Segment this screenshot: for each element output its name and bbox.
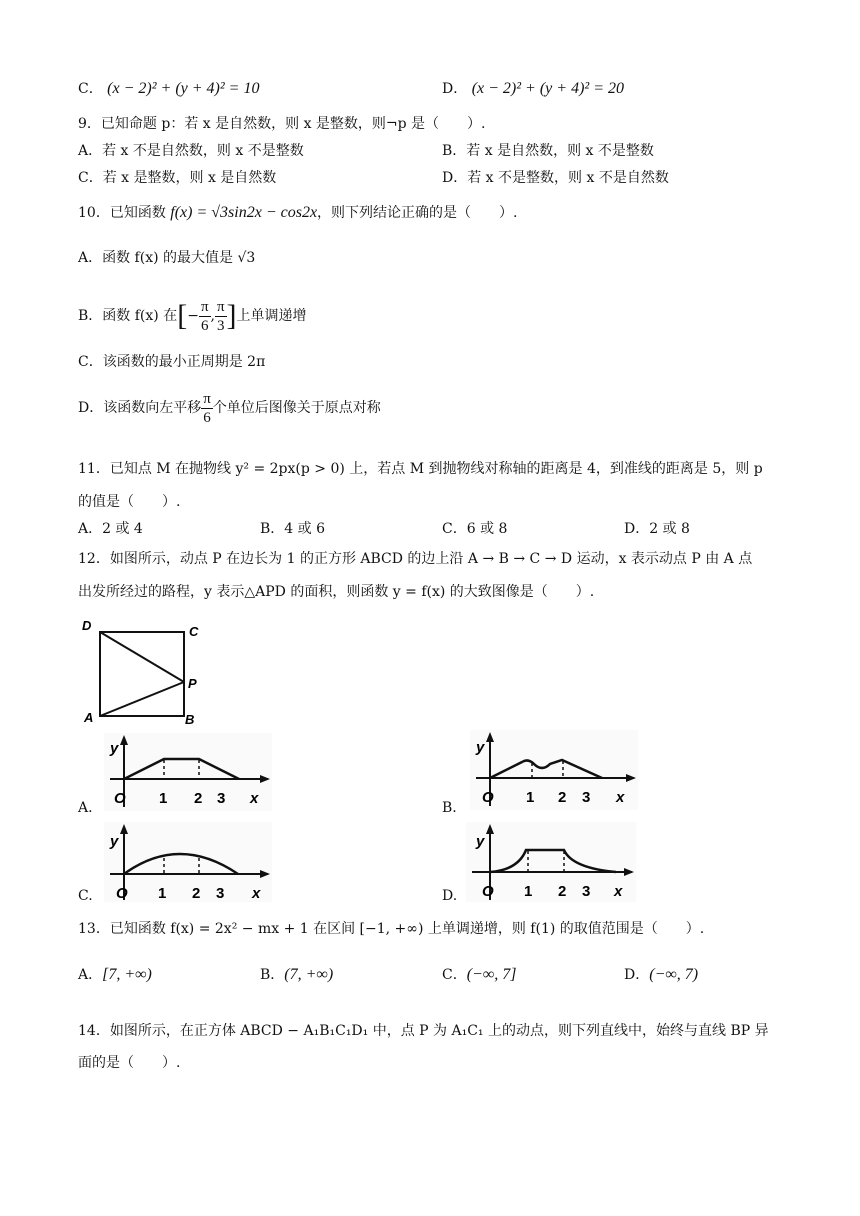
q10-option-d-post: 个单位后图像关于原点对称	[212, 400, 381, 416]
svg-text:y: y	[110, 740, 119, 757]
q9-option-c: C．若 x 是整数，则 x 是自然数	[78, 170, 277, 186]
q8-option-d	[442, 79, 624, 99]
svg-text:O: O	[114, 790, 126, 807]
q10-bracket-right: ]	[226, 299, 237, 332]
svg-text:y: y	[110, 833, 119, 850]
square-label-b: B	[185, 712, 195, 726]
q10-frac-pi-6-shift: $\frac{\pi}{6}$	[203, 390, 211, 426]
square-label-p: P	[188, 676, 197, 691]
q9-stem: 9．已知命题 p：若 x 是自然数，则 x 是整数，则¬p 是（ ）.	[78, 116, 486, 132]
svg-text:2: 2	[558, 883, 567, 900]
q13-option-d: D．(−∞, 7)	[624, 966, 699, 983]
q10-stem-expr: f(x) = √3sin2x − cos2x	[170, 204, 318, 221]
q11-option-b: B．4 或 6	[260, 521, 326, 537]
q11-option-d: D．2 或 8	[624, 521, 690, 537]
q13-stem: 13．已知函数 f(x) = 2x² − mx + 1 在区间 [−1, +∞) 上单调递增，则 f(1) 的取值范围是（ ）.	[78, 921, 705, 937]
svg-text:1: 1	[524, 883, 533, 900]
svg-text:x: x	[614, 883, 623, 900]
q10-option-b-post: 上单调递增	[236, 308, 307, 324]
q11-option-c: C．6 或 8	[442, 521, 508, 537]
q8-option-c	[78, 79, 259, 99]
q13-option-c: C．(−∞, 7]	[442, 966, 517, 983]
q12-stem-line1: 12．如图所示，动点 P 在边长为 1 的正方形 ABCD 的边上沿 A → B → C → D 运动，x 表示动点 P 由 A 点	[78, 551, 753, 567]
svg-text:2: 2	[192, 885, 201, 902]
svg-text:y: y	[476, 739, 485, 756]
svg-text:2: 2	[558, 789, 567, 806]
q12-graph-c	[104, 822, 272, 902]
svg-text:3: 3	[582, 789, 591, 806]
svg-text:3: 3	[216, 885, 225, 902]
svg-text:O: O	[482, 789, 494, 806]
svg-text:x: x	[616, 789, 625, 806]
q10-option-d	[78, 384, 381, 432]
q8-option-d-label: D．	[442, 81, 468, 97]
q12-stem-line2: 出发所经过的路程，y 表示△APD 的面积，则函数 y = f(x) 的大致图像是（ ）.	[78, 584, 595, 600]
q10-option-c: C．该函数的最小正周期是 2π	[78, 354, 266, 370]
q11-option-a: A．2 或 4	[78, 521, 143, 537]
q12-square-figure	[78, 618, 208, 726]
q14-stem-line1: 14．如图所示，在正方体 ABCD − A₁B₁C₁D₁ 中，点 P 为 A₁C₁ 上的动点，则下列直线中，始终与直线 BP 异	[78, 1023, 769, 1039]
square-label-c: C	[189, 624, 199, 639]
q9-option-d: D．若 x 不是整数，则 x 不是自然数	[442, 170, 669, 186]
svg-text:O: O	[116, 885, 128, 902]
q11-stem-line1: 11．已知点 M 在抛物线 y² = 2px(p > 0) 上，若点 M 到抛物线对称轴的距离是 4，到准线的距离是 5，则 p	[78, 461, 763, 477]
svg-text:O: O	[482, 883, 494, 900]
q12-graph-d	[466, 822, 636, 902]
q12-option-b-label: B.	[442, 800, 457, 816]
q12-option-d-label: D.	[442, 888, 458, 904]
svg-text:3: 3	[582, 883, 591, 900]
q11-stem-line2: 的值是（ ）.	[78, 494, 181, 510]
svg-text:2: 2	[194, 790, 203, 807]
q10-option-b: B．函数 f(x) 在[− $\frac{\pi}{6}$ , $\frac{\pi}{3}$ ]上单调递增	[78, 298, 307, 334]
q8-option-d-expr: (x − 2)² + (y + 4)² = 20	[471, 80, 624, 97]
svg-text:3: 3	[217, 790, 226, 807]
q10-option-d-pre: D．该函数向左平移	[78, 400, 202, 416]
square-label-d: D	[82, 618, 92, 633]
q9-option-b: B．若 x 是自然数，则 x 不是整数	[442, 143, 654, 159]
q10-frac-pi-6: $\frac{\pi}{6}$	[200, 298, 209, 334]
q12-graph-a	[104, 733, 272, 811]
q8-option-c-label: C．	[78, 81, 103, 97]
q10-stem-post: ，则下列结论正确的是（ ）.	[317, 205, 518, 221]
svg-text:x: x	[250, 790, 259, 807]
q10-option-b-pre: B．函数 f(x) 在	[78, 308, 178, 324]
square-label-a: A	[84, 710, 94, 725]
svg-text:y: y	[476, 833, 485, 850]
q10-stem-pre: 10．已知函数	[78, 205, 171, 221]
q9-option-a: A．若 x 不是自然数，则 x 不是整数	[78, 143, 304, 159]
q12-option-a-label: A.	[78, 800, 93, 816]
q10-option-a: A．函数 f(x) 的最大值是 √3	[78, 250, 256, 266]
q10-frac-pi-3: $\frac{\pi}{3}$	[216, 298, 225, 334]
q10-stem	[78, 203, 518, 223]
svg-text:1: 1	[526, 789, 535, 806]
svg-text:x: x	[252, 885, 261, 902]
q10-bracket-left: [	[177, 299, 188, 332]
svg-text:1: 1	[159, 790, 168, 807]
q13-option-a: A．[7, +∞)	[78, 966, 152, 983]
svg-text:1: 1	[158, 885, 167, 902]
q8-option-c-expr: (x − 2)² + (y + 4)² = 10	[107, 80, 260, 97]
q12-graph-b	[470, 730, 638, 810]
q12-option-c-label: C.	[78, 888, 93, 904]
q14-stem-line2: 面的是（ ）.	[78, 1055, 181, 1071]
q13-option-b: B．(7, +∞)	[260, 966, 334, 983]
